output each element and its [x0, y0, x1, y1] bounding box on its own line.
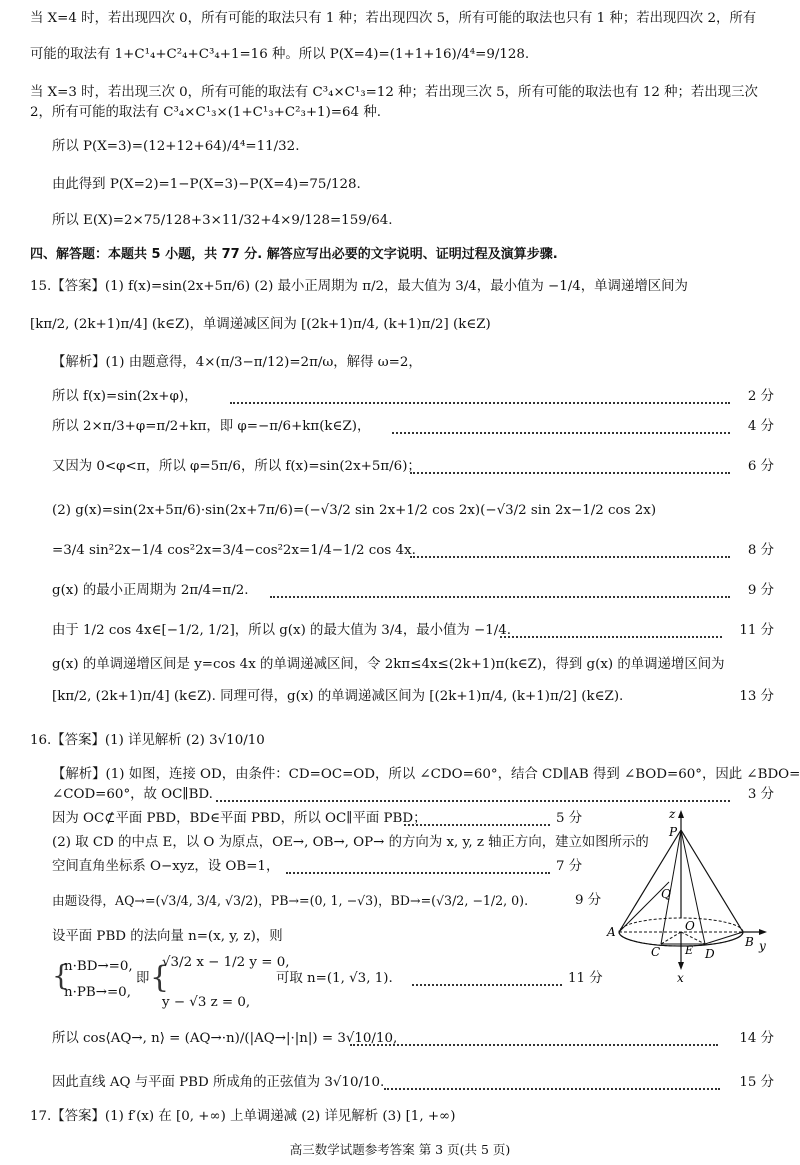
score-mark: 7 分 [556, 859, 583, 874]
left-brace: { [52, 959, 70, 992]
text-line: 可能的取法有 1+C¹₄+C²₄+C³₄+1=16 种。所以 P(X=4)=(1+1+16)/4⁴=9/128. [30, 47, 530, 62]
label-C: C [651, 945, 661, 959]
dot-leader [270, 594, 730, 598]
solution-line: 【解析】(1) 如图，连接 OD，由条件：CD=OC=OD，所以 ∠CDO=60°，结合 CD∥AB 得到 ∠BOD=60°，因此 ∠BDO= [52, 767, 800, 782]
score-mark: 13 分 [739, 689, 774, 704]
solution-line: 设平面 PBD 的法向量 n=(x, y, z)，则 [52, 929, 283, 944]
dot-leader [410, 554, 730, 558]
solution-line: ∠COD=60°，故 OC∥BD. [52, 787, 213, 802]
z-axis-arrow [678, 810, 684, 818]
score-mark: 2 分 [747, 389, 774, 404]
score-mark: 9 分 [747, 583, 774, 598]
segment-OC [661, 932, 681, 944]
answer-line: 15.【答案】(1) f(x)=sin(2x+5π/6) (2) 最小正周期为 π/2，最大值为 3/4，最小值为 −1/4，单调递增区间为 [30, 279, 688, 294]
score-mark: 8 分 [747, 543, 774, 558]
label-z: z [669, 807, 676, 821]
equation: √3/2 x − 1/2 y = 0, [162, 955, 290, 970]
solution-line: (2) 取 CD 的中点 E，以 O 为原点，OE→, OB→, OP→ 的方向为 x, y, z 轴正方向，建立如图所示的 [52, 835, 649, 850]
score-mark: 3 分 [747, 787, 774, 802]
score-mark: 9 分 [575, 893, 602, 908]
score-mark: 15 分 [739, 1075, 774, 1090]
score-mark: 11 分 [739, 623, 774, 638]
equation: n·PB→=0, [64, 985, 131, 1000]
text-line: 当 X=4 时，若出现四次 0，所有可能的取法只有 1 种；若出现四次 5，所有可能的取法也只有 1 种；若出现四次 2，所有 [30, 11, 757, 26]
answer-line: 17.【答案】(1) f′(x) 在 [0, +∞) 上单调递减 (2) 详见解析 (3) [1, +∞) [30, 1109, 456, 1124]
y-axis-arrow [759, 929, 767, 935]
solution-line: 因此直线 AQ 与平面 PBD 所成角的正弦值为 3√10/10. [52, 1075, 385, 1090]
solution-line: (2) g(x)=sin(2x+5π/6)·sin(2x+7π/6)=(−√3/2 sin 2x+1/2 cos 2x)(−√3/2 sin 2x−1/2 cos 2x) [52, 503, 657, 518]
answer-line: [kπ/2, (2k+1)π/4] (k∈Z)，单调递减区间为 [(2k+1)π/4, (k+1)π/2] (k∈Z) [30, 317, 491, 332]
solution-line: 因为 OC⊄平面 PBD，BD∈平面 PBD，所以 OC∥平面 PBD； [52, 811, 427, 826]
label-P: P [669, 825, 678, 839]
solution-line: [kπ/2, (2k+1)π/4] (k∈Z). 同理可得，g(x) 的单调递减区间为 [(2k+1)π/4, (k+1)π/2] (k∈Z). [52, 689, 624, 704]
solution-line: 所以 f(x)=sin(2x+φ)， [52, 389, 198, 404]
x-axis-arrow [678, 962, 684, 970]
solution-line: 所以 2×π/3+φ=π/2+kπ，即 φ=−π/6+kπ(k∈Z)， [52, 419, 371, 434]
dot-leader [410, 470, 730, 474]
text-line: 由此得到 P(X=2)=1−P(X=3)−P(X=4)=75/128. [52, 177, 361, 192]
score-mark: 14 分 [739, 1031, 774, 1046]
text-line: 所以 E(X)=2×75/128+3×11/32+4×9/128=159/64. [52, 213, 393, 228]
equation: y − √3 z = 0, [162, 995, 251, 1010]
label-O: O [685, 919, 695, 933]
label-y: y [759, 939, 766, 953]
slant-edge-right [681, 830, 743, 932]
solution-line: 空间直角坐标系 O−xyz，设 OB=1， [52, 859, 280, 874]
label-A: A [607, 925, 616, 939]
solution-line: 【解析】(1) 由题意得，4×(π/3−π/12)=2π/ω，解得 ω=2， [52, 355, 422, 370]
dot-leader [230, 400, 730, 404]
dot-leader [286, 870, 550, 874]
dot-leader [500, 634, 722, 638]
dot-leader [384, 1086, 720, 1090]
dot-leader [404, 822, 550, 826]
solution-line: =3/4 sin²2x−1/4 cos²2x=3/4−cos²2x=1/4−1/2 cos 4x. [52, 543, 416, 558]
connector-word: 即 [136, 971, 150, 986]
solution-line: 由于 1/2 cos 4x∈[−1/2, 1/2]，所以 g(x) 的最大值为 3/4，最小值为 −1/4. [52, 623, 512, 638]
dot-leader [216, 798, 730, 802]
equation: 可取 n=(1, √3, 1). [276, 971, 393, 986]
score-mark: 6 分 [747, 459, 774, 474]
left-brace: { [150, 960, 170, 995]
cone-figure [605, 806, 785, 986]
score-mark: 5 分 [556, 811, 583, 826]
label-E: E [685, 944, 694, 957]
text-line: 所以 P(X=3)=(12+12+64)/4⁴=11/32. [52, 139, 300, 154]
text-line: 当 X=3 时，若出现三次 0，所有可能的取法有 C³₄×C¹₃=12 种；若出现三次 5，所有可能的取法也有 12 种；若出现三次 [30, 85, 758, 100]
solution-line: 又因为 0<φ<π，所以 φ=5π/6，所以 f(x)=sin(2x+5π/6)； [52, 459, 421, 474]
dot-leader [350, 1042, 718, 1046]
solution-line: g(x) 的最小正周期为 2π/4=π/2. [52, 583, 249, 598]
dot-leader [392, 430, 730, 434]
page-footer: 高三数学试题参考答案 第 3 页(共 5 页) [289, 1142, 511, 1157]
label-x: x [677, 971, 684, 985]
dot-leader [412, 982, 562, 986]
solution-line: g(x) 的单调递增区间是 y=cos 4x 的单调递减区间，令 2kπ≤4x≤(2k+1)π(k∈Z)，得到 g(x) 的单调递增区间为 [52, 657, 725, 672]
label-D: D [705, 947, 715, 961]
score-mark: 11 分 [568, 971, 603, 986]
text-line: 2，所有可能的取法有 C³₄×C¹₃×(1+C¹₃+C²₃+1)=64 种. [30, 105, 381, 120]
score-mark: 4 分 [747, 419, 774, 434]
solution-line: 由题设得，AQ→=(√3/4, 3/4, √3/2)，PB→=(0, 1, −√3)，BD→=(√3/2, −1/2, 0). [52, 893, 529, 908]
section-heading: 四、解答题：本题共 5 小题，共 77 分. 解答应写出必要的文字说明、证明过程及演算步骤. [30, 247, 558, 262]
solution-line: 所以 cos⟨AQ→, n⟩ = (AQ→·n)/(|AQ→|·|n|) = 3√10/10, [52, 1031, 398, 1046]
label-Q: Q [661, 887, 671, 901]
segment-OD [681, 932, 705, 944]
equation: n·BD→=0, [64, 959, 133, 974]
answer-line: 16.【答案】(1) 详见解析 (2) 3√10/10 [30, 733, 265, 748]
label-B: B [745, 935, 754, 949]
